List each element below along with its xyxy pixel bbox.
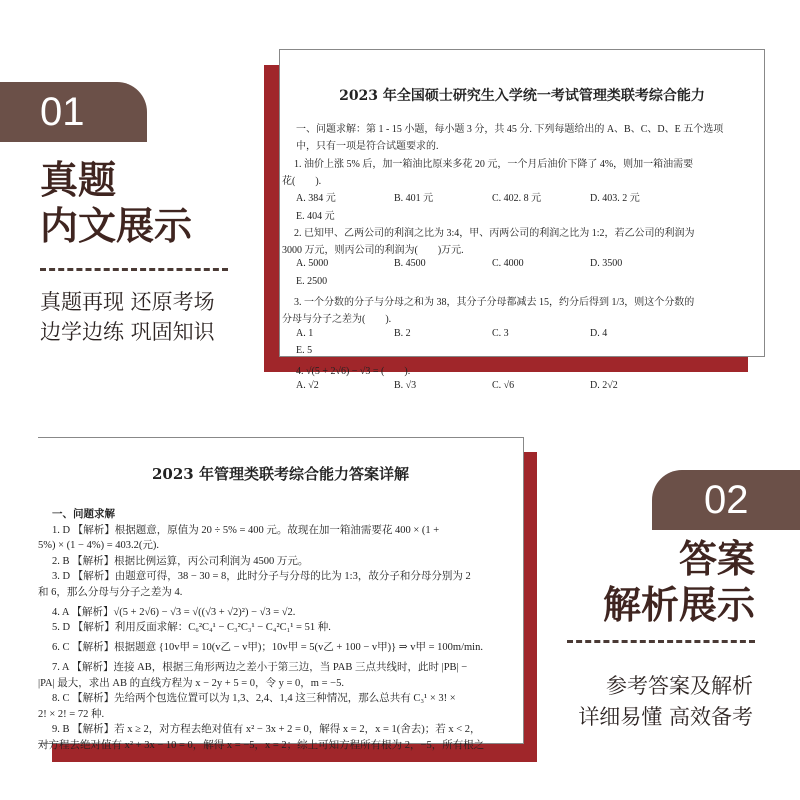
question-text: 花( ). xyxy=(282,175,322,187)
answer-options xyxy=(296,258,688,269)
option: C. 3 xyxy=(492,327,509,339)
option: A. 384 元 xyxy=(296,193,336,205)
exam-paper-image xyxy=(279,49,765,391)
option: B. √3 xyxy=(394,379,417,391)
answer-title: 2023 年管理类联考综合能力答案详解 xyxy=(152,465,409,483)
answer-explanation: |PA| 最大，求出 AB 的直线方程为 x − 2y + 5 = 0，令 y = 0，m = −5. xyxy=(38,677,344,689)
question-text: 1. 油价上涨 5% 后，加一箱油比原来多花 20 元，一个月后油价下降了 4%，则加一箱油需要 xyxy=(294,158,694,170)
question-text: 3000 万元，则丙公司的利润为( )万元. xyxy=(282,245,464,257)
answer-options xyxy=(296,189,688,204)
option: D. 4 xyxy=(590,327,608,339)
section-heading: 一、问题求解 xyxy=(52,509,115,520)
option: D. 2√2 xyxy=(590,379,618,391)
question-text: 3. 一个分数的分子与分母之和为 38，其分子分母都减去 15，约分后得到 1/3，则这个分数的 xyxy=(294,297,695,308)
answer-explanation: 1. D 【解析】根据题意，原值为 20 ÷ 5% = 400 元。故现在加一箱油需要花 400 × (1 + xyxy=(52,524,440,536)
section-01-heading-line1: 真题 xyxy=(40,157,117,202)
answer-explanation: 6. C 【解析】根据题意 {10v甲 = 10(v乙 − v甲)；10v甲 = 5(v乙 + 100 − v甲)} ⇒ v甲 = 100m/min. xyxy=(52,642,483,653)
section-02-tagline: 详细易懂 高效备考 xyxy=(578,705,753,729)
section-01-badge xyxy=(0,82,147,142)
answer-explanation: 9. B 【解析】若 x ≥ 2，对方程去绝对值有 x² − 3x + 2 = 0，解得 x = 2，x = 1(舍去)；若 x < 2， xyxy=(52,724,481,735)
answer-options xyxy=(296,380,688,391)
answer-explanation: 3. D 【解析】由题意可得，38 − 30 = 8，此时分子与分母的比为 1:3，故分子和分母分别为 2 xyxy=(52,571,471,582)
option: B. 401 元 xyxy=(394,193,434,205)
answer-explanation: 2. B 【解析】根据比例运算，丙公司利润为 4500 万元。 xyxy=(52,555,309,567)
answer-options xyxy=(296,328,688,339)
option: B. 4500 xyxy=(394,258,426,270)
section-number: 01 xyxy=(40,90,85,134)
answer-explanation: 5%) × (1 − 4%) = 403.2(元). xyxy=(38,540,159,551)
option: A. 5000 xyxy=(296,258,329,270)
answer-explanation: 8. C 【解析】先给两个包选位置可以为 1,3、2,4、1,4 这三种情况，那么总共有 C₃¹ × 3! × xyxy=(52,693,456,704)
answer-explanation: 4. A 【解析】√(5 + 2√6) − √3 = √((√3 + √2)²) − √3 = √2. xyxy=(52,606,296,618)
option: C. 402. 8 元 xyxy=(492,193,542,205)
question-text: 一、问题求解：第 1 - 15 小题，每小题 3 分，共 45 分. 下列每题给出的 A、B、C、D、E 五个选项 xyxy=(296,124,724,135)
section-02-badge xyxy=(652,470,800,530)
divider xyxy=(40,268,228,271)
section-02-heading-line2: 解析展示 xyxy=(602,582,755,627)
question-text: E. 5 xyxy=(296,344,313,356)
option: A. 1 xyxy=(296,327,314,339)
divider xyxy=(567,640,755,643)
answer-explanation: 和 6，那么分母与分子之差为 4. xyxy=(38,586,183,598)
section-01-tagline: 边学边练 巩固知识 xyxy=(40,320,215,344)
option: A. √2 xyxy=(296,379,319,391)
question-text: E. 404 元 xyxy=(296,210,335,222)
option: C. √6 xyxy=(492,379,515,391)
section-02-tagline: 参考答案及解析 xyxy=(606,674,753,698)
question-text: 2. 已知甲、乙两公司的利润之比为 3:4，甲、丙两公司的利润之比为 1:2，若乙公司的利润为 xyxy=(294,227,695,239)
question-text: 4. √(5 + 2√6) − √3 = ( ). xyxy=(296,366,411,378)
answer-explanation: 2! × 2! = 72 种. xyxy=(38,708,105,720)
answer-paper-image xyxy=(38,437,524,751)
answer-explanation: 对方程去绝对值有 x² + 3x − 10 = 0，解得 x = −5，x = 2；综上可知方程所有根为 2，−5，所有根之 xyxy=(38,739,485,751)
section-01-heading-line2: 内文展示 xyxy=(40,203,193,248)
answer-explanation: 7. A 【解析】连接 AB，根据三角形两边之差小于第三边，当 PAB 三点共线时，此时 |PB| − xyxy=(52,662,468,673)
option: D. 403. 2 元 xyxy=(590,193,640,205)
question-text: E. 2500 xyxy=(296,275,328,287)
question-text: 分母与分子之差为( ). xyxy=(282,314,392,326)
option: D. 3500 xyxy=(590,258,623,270)
exam-title: 2023 年全国硕士研究生入学统一考试管理类联考综合能力 xyxy=(339,88,705,104)
section-number: 02 xyxy=(704,478,749,522)
question-text: 中，只有一项是符合试题要求的. xyxy=(296,141,439,153)
section-02-heading-line1: 答案 xyxy=(678,536,755,581)
section-01-tagline: 真题再现 还原考场 xyxy=(40,290,215,314)
option: C. 4000 xyxy=(492,258,524,270)
option: B. 2 xyxy=(394,327,411,339)
answer-explanation: 5. D 【解析】利用反面求解：C₆²C₄¹ − C₃²C₃¹ − C₄²C₁¹ = 51 种. xyxy=(52,622,331,633)
